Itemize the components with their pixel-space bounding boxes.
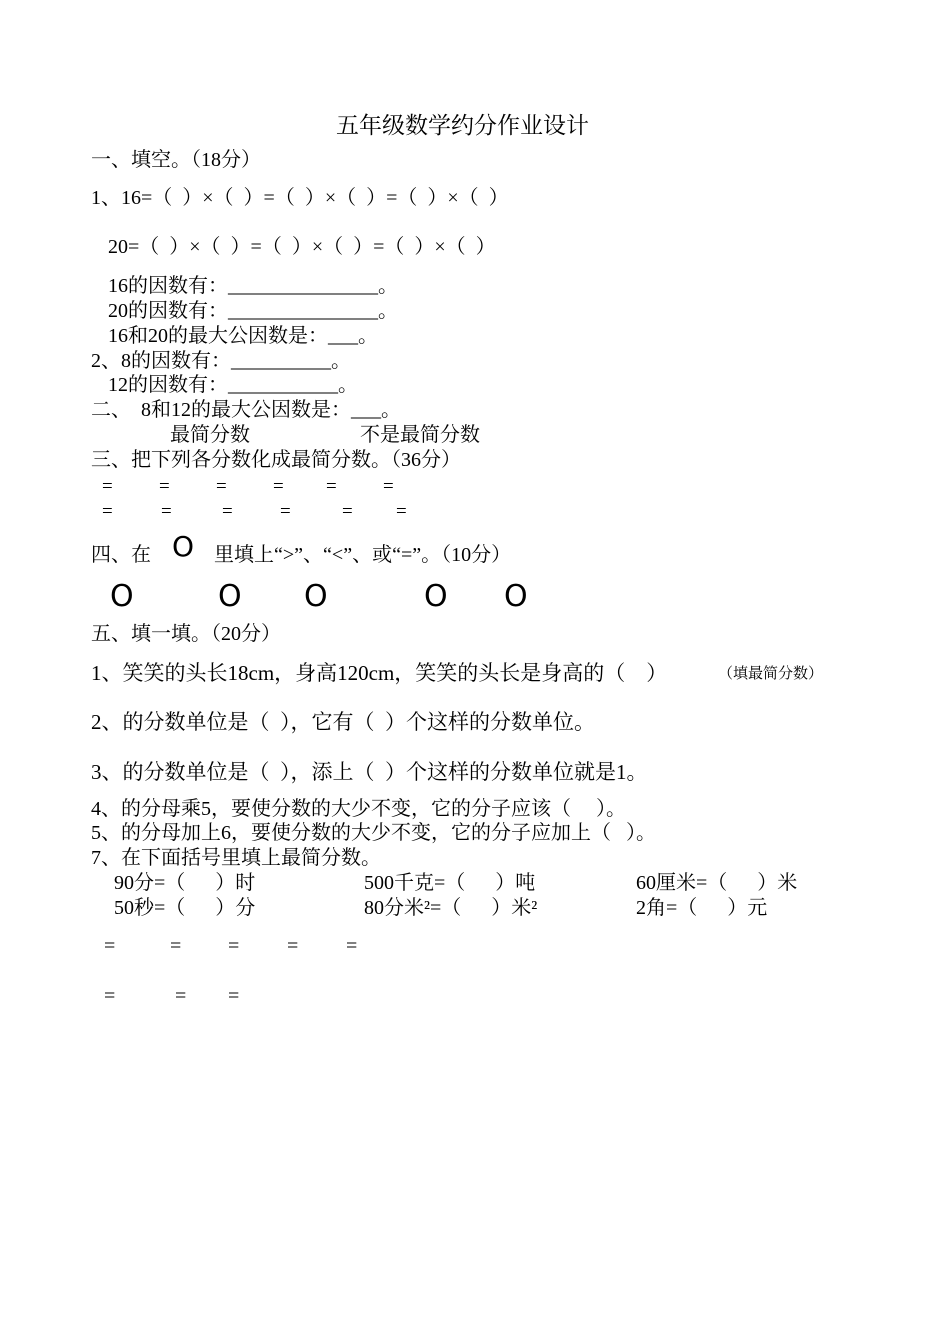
section4-heading-b: 里填上“>”、“<”、或“=”。（10分） bbox=[214, 544, 512, 566]
section5-heading: 五、填一填。（20分） bbox=[91, 623, 281, 645]
section1-heading: 一、填空。（18分） bbox=[91, 149, 261, 171]
unit-conversion-item: 90分=（ ）时 bbox=[114, 872, 256, 894]
eq-sign: = bbox=[104, 985, 116, 1007]
unit-conversion-item: 50秒=（ ）分 bbox=[114, 897, 256, 919]
unit-conversion-item: 80分米²=（ ）米² bbox=[364, 897, 538, 919]
s1-line-16-divisors: 16的因数有：_______________。 bbox=[108, 275, 398, 297]
section3-heading: 三、把下列各分数化成最简分数。（36分） bbox=[91, 449, 461, 471]
unit-conversion-item: 60厘米=（ ）米 bbox=[636, 872, 798, 894]
eq-sign: = bbox=[383, 476, 394, 497]
not-simplest-fraction-label: 不是最简分数 bbox=[360, 424, 480, 446]
eq-sign: = bbox=[216, 476, 227, 497]
s1-line-12-divisors: 12的因数有：___________。 bbox=[108, 374, 358, 396]
s5-question-2: 2、的分数单位是（ ），它有（ ）个这样的分数单位。 bbox=[91, 710, 595, 734]
eq-sign: = bbox=[326, 476, 337, 497]
eq-sign: = bbox=[170, 935, 182, 957]
eq-sign: = bbox=[228, 935, 240, 957]
eq-sign: = bbox=[104, 935, 116, 957]
eq-sign: = bbox=[161, 501, 172, 522]
s5-question-3: 3、的分数单位是（ ），添上（ ）个这样的分数单位就是1。 bbox=[91, 760, 648, 784]
s1-line-gcd-8-12: 二、 8和12的最大公因数是：___。 bbox=[91, 399, 401, 421]
s1-line-16-factors: 1、16=（ ）×（ ）=（ ）×（ ）=（ ）×（ ） bbox=[91, 187, 509, 209]
compare-circle[interactable]: O bbox=[218, 579, 242, 614]
unit-conversion-item: 2角=（ ）元 bbox=[636, 897, 768, 919]
page-title: 五年级数学约分作业设计 bbox=[336, 113, 589, 138]
eq-sign: = bbox=[346, 935, 358, 957]
unit-conversion-item: 500千克=（ ）吨 bbox=[364, 872, 536, 894]
compare-circle[interactable]: O bbox=[110, 579, 134, 614]
s5-question-1: 1、笑笑的头长18cm，身高120cm，笑笑的头长是身高的（ ） bbox=[91, 661, 668, 685]
eq-sign: = bbox=[396, 501, 407, 522]
circle-icon: O bbox=[172, 530, 195, 563]
s5-question-1-note: （填最简分数） bbox=[718, 666, 824, 682]
s5-question-5: 5、的分母加上6，要使分数的大少不变，它的分子应加上（ ）。 bbox=[91, 822, 656, 844]
s1-line-8-divisors: 2、8的因数有：__________。 bbox=[91, 350, 351, 372]
eq-sign: = bbox=[273, 476, 284, 497]
eq-sign: = bbox=[287, 935, 299, 957]
compare-circle[interactable]: O bbox=[424, 579, 448, 614]
s1-line-20-factors: 20=（ ）×（ ）=（ ）×（ ）=（ ）×（ ） bbox=[108, 236, 496, 258]
s5-question-4: 4、的分母乘5，要使分数的大少不变，它的分子应该（ ）。 bbox=[91, 798, 626, 820]
simplest-fraction-label: 最简分数 bbox=[170, 424, 250, 446]
compare-circle[interactable]: O bbox=[504, 579, 528, 614]
eq-sign: = bbox=[222, 501, 233, 522]
eq-sign: = bbox=[228, 985, 240, 1007]
s5-question-7: 7、在下面括号里填上最简分数。 bbox=[91, 847, 381, 869]
eq-sign: = bbox=[159, 476, 170, 497]
eq-sign: = bbox=[102, 476, 113, 497]
section4-heading-a: 四、在 bbox=[91, 544, 151, 566]
s1-line-20-divisors: 20的因数有：_______________。 bbox=[108, 300, 398, 322]
eq-sign: = bbox=[102, 501, 113, 522]
eq-sign: = bbox=[175, 985, 187, 1007]
s1-line-gcd-16-20: 16和20的最大公因数是：___。 bbox=[108, 325, 378, 347]
eq-sign: = bbox=[342, 501, 353, 522]
eq-sign: = bbox=[280, 501, 291, 522]
compare-circle[interactable]: O bbox=[304, 579, 328, 614]
